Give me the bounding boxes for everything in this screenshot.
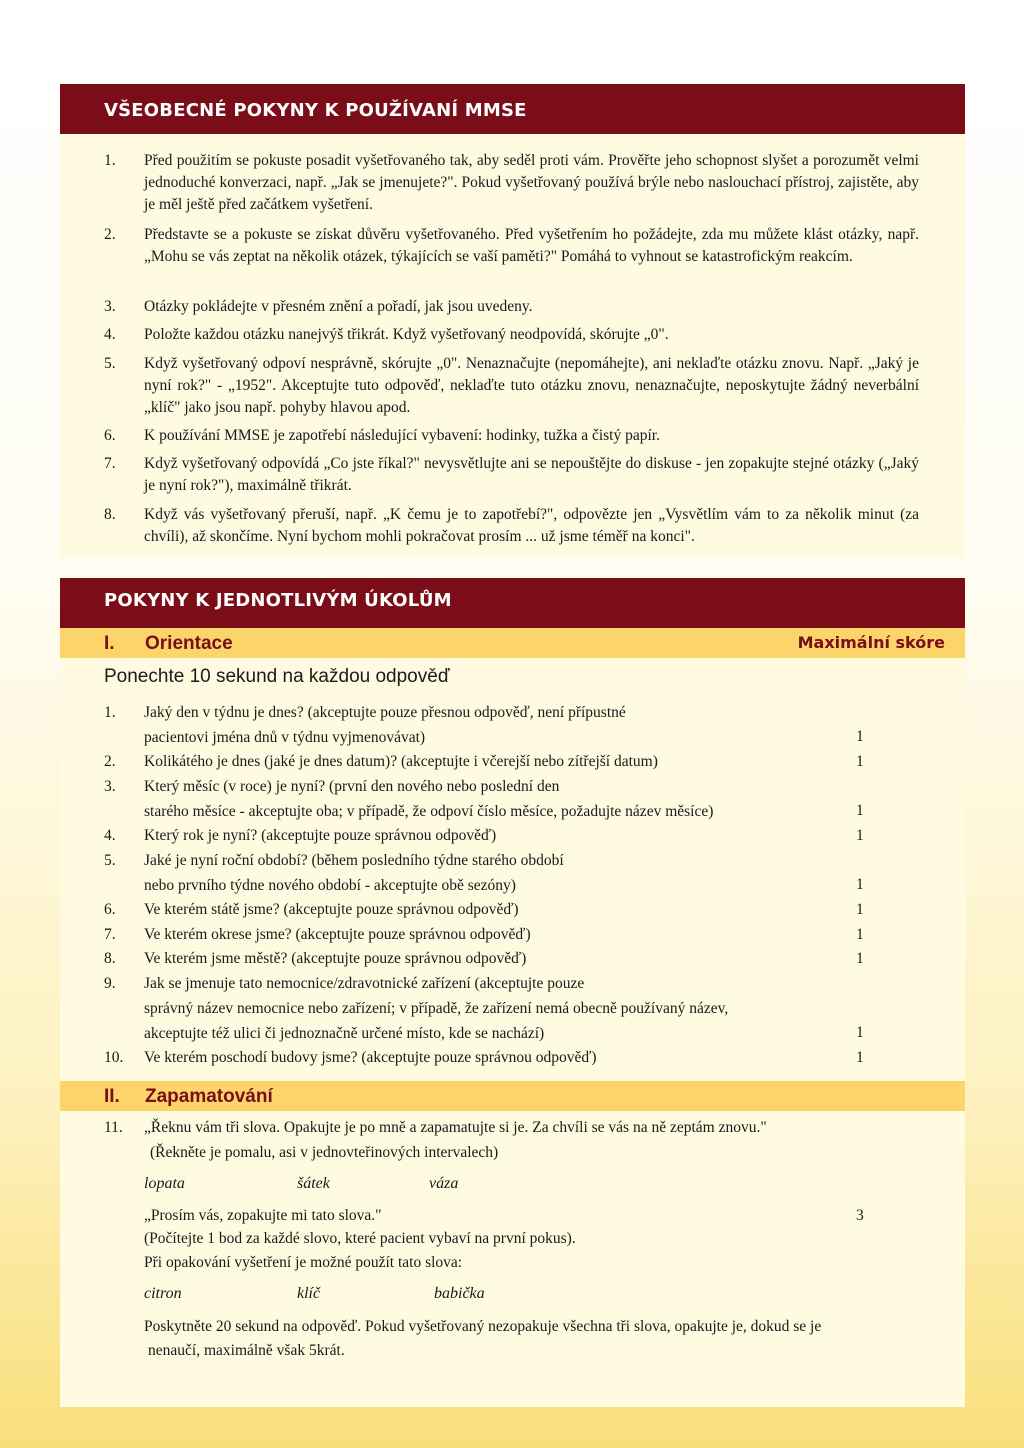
question-number: 6. <box>104 901 116 918</box>
question-text: Jaký den v týdnu je dnes? (akceptujte pouze přesnou odpověď, není přípustné <box>144 704 626 721</box>
question-text: Kolikátého je dnes (jaké je dnes datum)? (akceptujte i včerejší nebo zítřejší datum) <box>144 753 658 770</box>
section-number: I. <box>104 633 115 654</box>
list-item <box>104 453 919 497</box>
item-text: Když vyšetřovaný odpoví nesprávně, skórujte „0". Nenaznačujte (nepomáhejte), ani neklaďte otázku znovu. Např. „Jaký je nyní rok?" - „1952". Akceptujte tuto odpověď, neklaďte tuto otázku znovu, nenaznačujte, neposkytujte žádný neverbální „klíč" jako jsou např. pohyby hlavou apod. <box>144 355 919 416</box>
item-text: Představte se a pokuste se získat důvěru vyšetřovaného. Před vyšetřením ho požádejte, zda mu můžete klást otázky, např. „Mohu se vás zeptat na několik otázek, týkajících se vaší paměti?" Pomáhá to vyhnout se katastrofickým reakcím. <box>144 226 919 265</box>
memory-section-header <box>60 1081 965 1111</box>
item-text: Když vyšetřovaný odpovídá „Co jste říkal?" nevysvětlujte ani se nepouštějte do diskuse - jen zopakujte stejné otázky („Jaký je nyní rok?"), maximálně třikrát. <box>144 455 919 494</box>
question-text: Který rok je nyní? (akceptujte pouze správnou odpověď) <box>144 827 497 844</box>
repeat-prompt: „Prosím vás, zopakujte mi tato slova." <box>144 1207 382 1224</box>
section-number: II. <box>104 1086 120 1107</box>
memory-intro: „Řeknu vám tři slova. Opakujte je po mně a zapamatujte si je. Za chvíli se vás na ně zeptám znovu." <box>144 1119 767 1136</box>
question-number: 1. <box>104 704 116 721</box>
question-row <box>104 750 874 775</box>
question-text: starého měsíce - akceptujte oba; v případě, že odpoví číslo měsíce, požadujte název měsíce) <box>144 802 714 820</box>
question-text: Ve kterém státě jsme? (akceptujte pouze správnou odpověď) <box>144 901 519 918</box>
general-instructions-heading: VŠEOBECNÉ POKYNY K POUŽÍVANÍ MMSE <box>60 84 965 134</box>
scoring-note: (Počítejte 1 bod za každé slovo, které pacient vybaví na první pokus). <box>144 1230 576 1247</box>
item-number: 8. <box>104 506 116 523</box>
question-text: pacientovi jména dnů v týdnu vyjmenovávat) <box>144 728 426 746</box>
question-row <box>104 947 874 972</box>
orientation-instruction: Ponechte 10 sekund na každou odpověď <box>104 666 450 687</box>
score-value: 1 <box>856 827 864 844</box>
score-value: 1 <box>856 802 864 819</box>
question-row <box>104 824 874 849</box>
question-number: 5. <box>104 852 116 869</box>
question-text: Ve kterém jsme městě? (akceptujte pouze správnou odpověď) <box>144 950 527 967</box>
question-text: nebo prvního týdne nového období - akceptujte obě sezóny) <box>144 876 516 894</box>
list-item <box>104 224 919 268</box>
memory-word: babička <box>434 1285 485 1302</box>
question-text: Který měsíc (v roce) je nyní? (první den nového nebo poslední den <box>144 778 560 795</box>
memory-word: klíč <box>297 1285 321 1302</box>
item-number: 6. <box>104 427 116 444</box>
item-number: 2. <box>104 226 116 243</box>
question-text: Ve kterém okrese jsme? (akceptujte pouze správnou odpověď) <box>144 926 531 943</box>
list-item <box>104 504 919 548</box>
item-number: 4. <box>104 326 116 343</box>
question-number: 7. <box>104 926 116 943</box>
alternative-words-note: Při opakování vyšetření je možné použít tato slova: <box>144 1254 463 1271</box>
score-value: 3 <box>856 1207 864 1224</box>
item-number: 3. <box>104 298 116 315</box>
memory-word: šátek <box>297 1175 330 1192</box>
question-number: 8. <box>104 950 116 967</box>
score-value: 1 <box>856 876 864 893</box>
question-text: Ve kterém poschodí budovy jsme? (akceptujte pouze správnou odpověď) <box>144 1049 597 1066</box>
final-instruction: Poskytněte 20 sekund na odpověď. Pokud vyšetřovaný nezopakuje všechna tři slova, opakujte je, dokud se je <box>144 1318 822 1335</box>
item-text: Když vás vyšetřovaný přeruší, např. „K čemu je to zapotřebí?", odpovězte jen „Vysvětlím vám to za několik minut (za chvíli), až skončíme. Nyní bychom mohli pokračovat prosím ... už jsme téměř na konci". <box>144 506 919 545</box>
question-text: akceptujte též ulici či jednoznačně určené místo, kde se nachází) <box>144 1024 545 1042</box>
item-text: Položte každou otázku nanejvýš třikrát. Když vyšetřovaný neodpovídá, skórujte „0". <box>144 326 669 343</box>
general-instructions-panel <box>60 84 965 558</box>
question-row <box>104 1046 874 1071</box>
question-row <box>104 972 874 1046</box>
section-title: Zapamatování <box>145 1086 273 1107</box>
item-number: 1. <box>104 152 116 169</box>
item-number: 5. <box>104 355 116 372</box>
memory-intro-note: (Řekněte je pomalu, asi v jednovteřinových intervalech) <box>150 1144 499 1161</box>
question-row <box>104 775 874 825</box>
question-text: správný název nemocnice nebo zařízení; v případě, že zařízení nemá obecně používaný název, <box>144 999 729 1017</box>
question-text: Jaké je nyní roční období? (během posledního týdne starého období <box>144 852 564 869</box>
list-item <box>104 150 919 216</box>
final-instruction: nenaučí, maximálně však 5krát. <box>148 1342 345 1359</box>
score-value: 1 <box>856 901 864 918</box>
task-instructions-heading: POKYNY K JEDNOTLIVÝM ÚKOLŮM <box>60 578 965 628</box>
score-value: 1 <box>856 753 864 770</box>
list-item <box>104 425 919 447</box>
question-row <box>104 701 874 751</box>
question-row <box>104 849 874 899</box>
section-title: Orientace <box>145 633 233 654</box>
item-text: K používání MMSE je zapotřebí následující vybavení: hodinky, tužka a čistý papír. <box>144 427 660 444</box>
question-text: Jak se jmenuje tato nemocnice/zdravotnické zařízení (akceptujte pouze <box>144 975 585 992</box>
score-value: 1 <box>856 1024 864 1041</box>
score-value: 1 <box>856 728 864 745</box>
question-row <box>104 923 874 948</box>
list-item <box>104 353 919 419</box>
orientation-section-header <box>60 628 965 658</box>
list-item <box>104 296 919 318</box>
memory-word: citron <box>144 1285 182 1302</box>
question-number: 11. <box>104 1119 123 1136</box>
task-instructions-panel <box>60 578 965 1407</box>
max-score-label: Maximální skóre <box>797 633 945 652</box>
score-value: 1 <box>856 926 864 943</box>
item-number: 7. <box>104 455 116 472</box>
score-value: 1 <box>856 1049 864 1066</box>
question-number: 4. <box>104 827 116 844</box>
item-text: Před použitím se pokuste posadit vyšetřovaného tak, aby seděl proti vám. Prověřte jeho schopnost slyšet a porozumět velmi jednoduché konverzaci, např. „Jak se jmenujete?". Pokud vyšetřovaný používá brýle nebo naslouchací přístroj, zajistěte, aby je měl ještě před začátkem vyšetření. <box>144 152 919 213</box>
question-number: 3. <box>104 778 116 795</box>
memory-word: lopata <box>144 1175 185 1192</box>
question-row <box>104 898 874 923</box>
score-value: 1 <box>856 950 864 967</box>
question-number: 2. <box>104 753 116 770</box>
item-text: Otázky pokládejte v přesném znění a pořadí, jak jsou uvedeny. <box>144 298 533 315</box>
question-number: 9. <box>104 975 116 992</box>
memory-word: váza <box>429 1175 459 1192</box>
list-item <box>104 324 919 346</box>
question-number: 10. <box>104 1049 124 1066</box>
